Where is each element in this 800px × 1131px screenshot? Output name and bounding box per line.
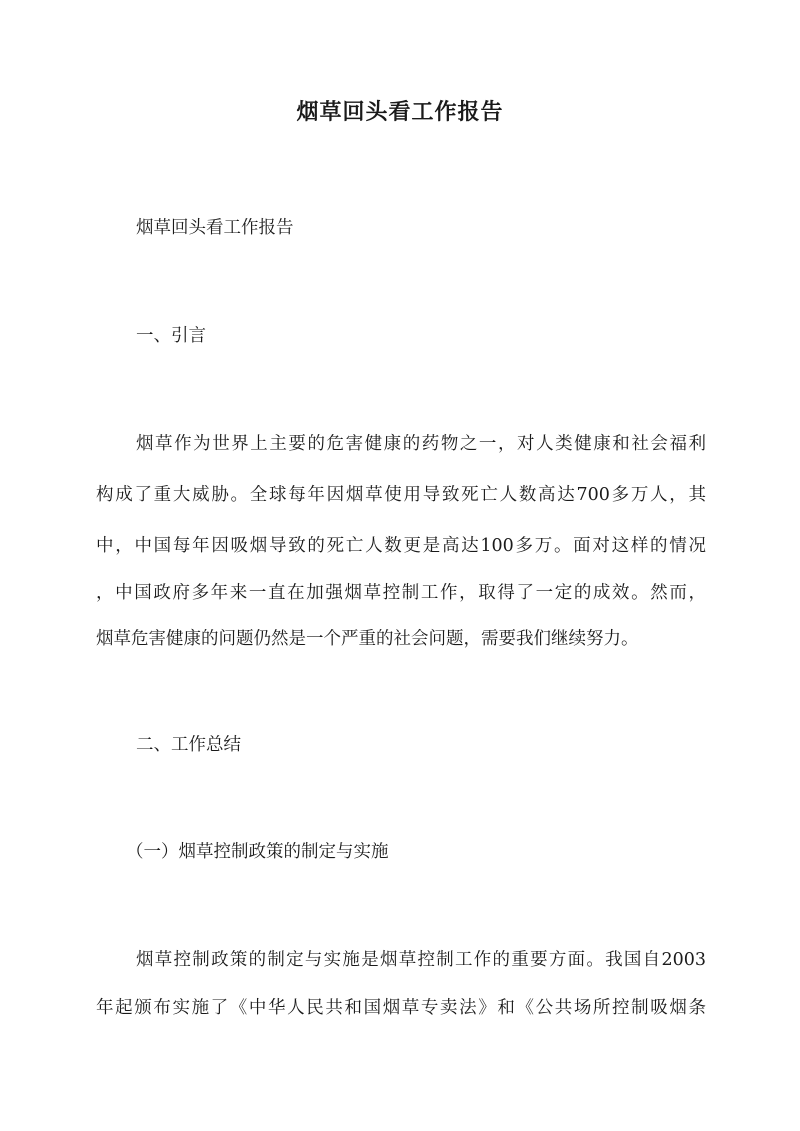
paragraph-line: 构成了重大威胁。全球每年因烟草使用导致死亡人数高达700多万人，其	[96, 485, 706, 505]
document-title: 烟草回头看工作报告	[296, 99, 504, 125]
paragraph-line: 烟草作为世界上主要的危害健康的药物之一，对人类健康和社会福利	[136, 434, 706, 454]
paragraph-line: 烟草危害健康的问题仍然是一个严重的社会问题，需要我们继续努力。	[96, 629, 639, 649]
paragraph-line: 烟草控制政策的制定与实施是烟草控制工作的重要方面。我国自2003	[136, 950, 706, 970]
document-subtitle: 烟草回头看工作报告	[136, 218, 294, 238]
paragraph-line: ，中国政府多年来一直在加强烟草控制工作，取得了一定的成效。然而，	[96, 583, 706, 603]
paragraph-line: 年起颁布实施了《中华人民共和国烟草专卖法》和《公共场所控制吸烟条	[96, 998, 706, 1018]
section-heading-introduction: 一、引言	[136, 326, 206, 346]
section-heading-work-summary: 二、工作总结	[136, 735, 241, 755]
paragraph-line: 中，中国每年因吸烟导致的死亡人数更是高达100多万。面对这样的情况	[96, 536, 706, 556]
subsection-heading-policy: （一）烟草控制政策的制定与实施	[126, 842, 389, 862]
